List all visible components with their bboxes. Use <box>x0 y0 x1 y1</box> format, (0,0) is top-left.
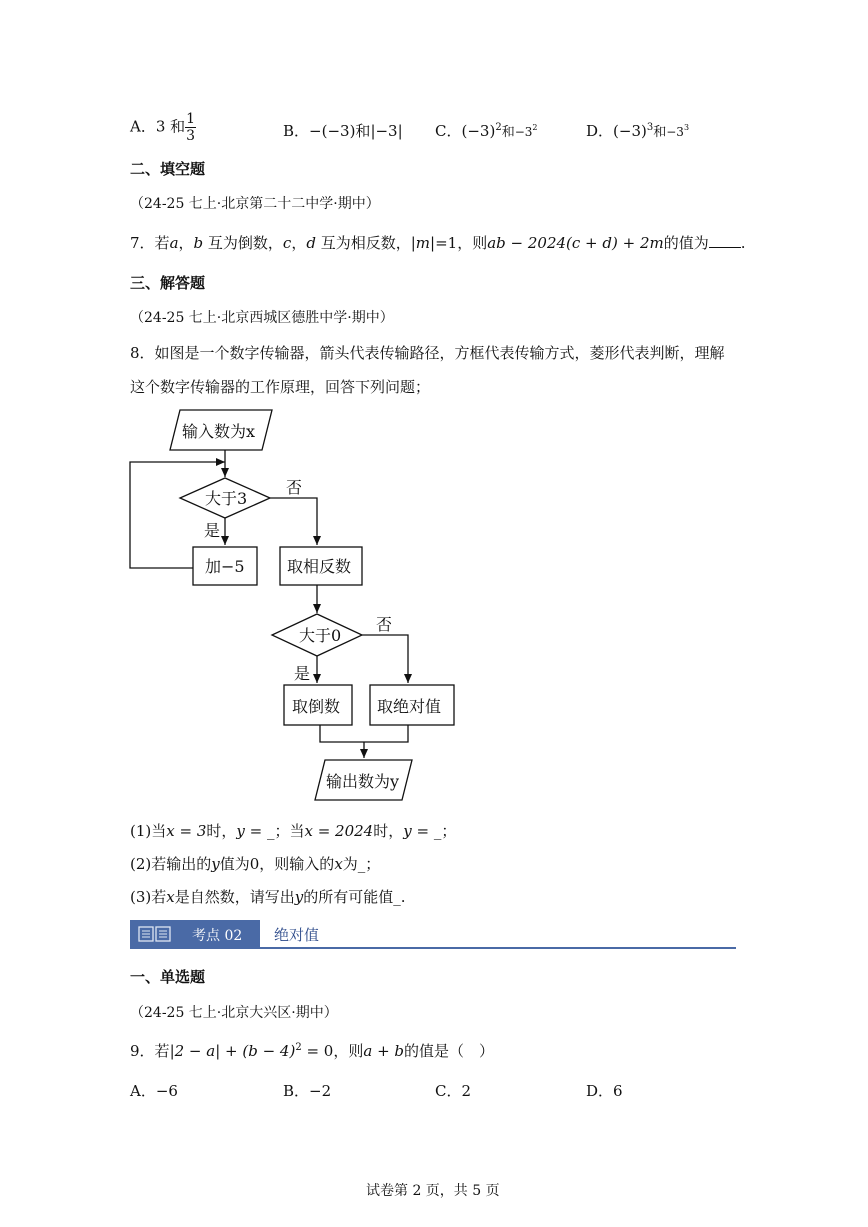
sub-text: 值为 <box>219 855 250 873</box>
section-title-fill-blank: 二、填空题 <box>130 160 206 178</box>
q7-var-b: b <box>193 234 204 252</box>
answer-blank <box>709 235 741 248</box>
q9-text: 若 <box>154 1042 170 1060</box>
sub-math: 0 <box>249 855 260 873</box>
sub-text: 时， <box>206 822 237 840</box>
option-exponent2: 3 <box>683 123 690 132</box>
question-8-line2: 这个数字传输器的工作原理，回答下列问题； <box>130 378 431 396</box>
sub-math: x <box>166 888 175 906</box>
sub-math: x = 2024 <box>304 822 374 840</box>
q9-text: 的值是（ ） <box>404 1042 495 1060</box>
merge-line <box>320 725 408 742</box>
option-b <box>283 120 403 141</box>
flowchart <box>0 400 868 820</box>
option-label: C． <box>435 1082 462 1100</box>
q9-sum: a + b <box>363 1042 405 1060</box>
q7-text: =1，则 <box>435 234 488 252</box>
sub-math: y <box>211 855 220 873</box>
q7-text: 的值为 <box>663 234 709 252</box>
option-value: 6 <box>613 1082 623 1100</box>
flow-decision2-label: 大于0 <box>299 626 342 645</box>
question-8-sub3 <box>130 886 406 907</box>
loop-back-line <box>130 462 225 568</box>
option-label: D． <box>586 1082 614 1100</box>
option-conj: 和 <box>653 125 667 140</box>
sub-text: = _； <box>411 822 457 840</box>
q9-option-a <box>130 1080 178 1101</box>
option-label: D． <box>586 122 614 140</box>
q7-text: 若 <box>154 234 170 252</box>
q7-text: . <box>740 234 746 252</box>
option-expr: (−3) <box>613 122 647 140</box>
sub-text: 是自然数，请写出 <box>174 888 295 906</box>
arrow-decision2-no <box>362 635 408 683</box>
section-title-single-choice: 一、单选题 <box>130 968 206 986</box>
q7-abs-m: |m| <box>410 234 436 252</box>
question-9 <box>130 1040 494 1061</box>
book-icon <box>138 925 172 943</box>
sub-math: y <box>294 888 304 906</box>
flow-yes2-label: 是 <box>294 664 311 683</box>
sub-math: x <box>334 855 343 873</box>
option-c <box>435 120 538 141</box>
option-conj: 和 <box>355 122 371 140</box>
option-label: A． <box>130 117 156 136</box>
option-expr: −(−3) <box>309 122 356 140</box>
sub-text: (3)若 <box>130 888 167 906</box>
sub-text: (1)当 <box>130 822 167 840</box>
fraction <box>185 112 196 143</box>
topic-tag: 考点 02 <box>192 928 243 944</box>
option-value: −2 <box>309 1082 332 1100</box>
q7-text: ， <box>178 234 194 252</box>
question-8-sub1 <box>130 820 456 841</box>
q9-option-c <box>435 1080 471 1101</box>
option-expr: (−3) <box>461 122 496 140</box>
flow-neg-label: 取相反数 <box>287 557 352 576</box>
option-expr2: |−3| <box>370 122 403 140</box>
q7-var-c: c <box>282 234 292 252</box>
topic-banner-rule <box>130 947 736 949</box>
flow-add-label: 加−5 <box>205 557 245 576</box>
question-8-sub2 <box>130 853 380 874</box>
question-source: （24-25 七上·北京西城区德胜中学·期中） <box>130 310 394 326</box>
q9-exponent: 2 <box>295 1042 302 1053</box>
flow-no1-label: 否 <box>286 478 303 497</box>
option-value: 2 <box>461 1082 472 1100</box>
sub-text: (2)若输出的 <box>130 855 212 873</box>
option-expr2: −3 <box>514 125 533 139</box>
flow-output-label: 输出数为y <box>326 772 400 791</box>
q9-text: ，则 <box>333 1042 364 1060</box>
flow-input-label: 输入数为x <box>182 422 256 441</box>
q7-text: ， <box>291 234 307 252</box>
q9-expression: |2 − a| + (b − 4) <box>169 1042 296 1060</box>
flow-abs-label: 取绝对值 <box>377 697 442 716</box>
sub-math: y <box>403 822 412 840</box>
option-exponent: 3 <box>646 122 654 133</box>
flow-yes1-label: 是 <box>204 521 221 540</box>
sub-math: y <box>236 822 245 840</box>
flow-decision1-label: 大于3 <box>205 489 248 508</box>
q7-text: 互为相反数， <box>315 234 411 252</box>
question-number: 9． <box>130 1042 155 1060</box>
sub-text: ，则输入的 <box>259 855 335 873</box>
fraction-denominator: 3 <box>186 128 196 144</box>
q7-expression: ab − 2024(c + d) + 2m <box>487 234 664 252</box>
sub-math: x = 3 <box>166 822 207 840</box>
q7-var-d: d <box>306 234 316 252</box>
question-7 <box>130 232 746 253</box>
arrow-decision1-no <box>270 498 317 545</box>
q9-option-d <box>586 1080 623 1101</box>
q7-text: 互为倒数， <box>203 234 283 252</box>
question-source: （24-25 七上·北京大兴区·期中） <box>130 1005 338 1021</box>
option-conj: 和 <box>501 125 515 140</box>
section-title-answer: 三、解答题 <box>130 274 206 292</box>
option-d <box>586 120 689 141</box>
option-exponent2: 2 <box>532 123 538 132</box>
sub-text: = _；当 <box>244 822 305 840</box>
option-expr2: −3 <box>666 125 684 139</box>
flow-recip-label: 取倒数 <box>292 697 341 716</box>
fraction-numerator: 1 <box>186 111 196 127</box>
sub-text: 时， <box>373 822 404 840</box>
q9-option-b <box>283 1080 331 1101</box>
option-a <box>130 112 196 143</box>
q7-var-a: a <box>169 234 179 252</box>
option-value: −6 <box>155 1082 178 1100</box>
option-exponent: 2 <box>495 122 502 133</box>
option-label: C． <box>435 122 462 140</box>
topic-title: 绝对值 <box>274 926 320 944</box>
question-8-line1: 8．如图是一个数字传输器，箭头代表传输路径，方框代表传输方式，菱形代表判断，理解 <box>130 344 725 362</box>
option-text: 3 和 <box>155 117 186 136</box>
option-label: A． <box>130 1082 156 1100</box>
flow-no2-label: 否 <box>376 615 393 634</box>
q9-eq: = 0 <box>301 1042 334 1060</box>
sub-text: 的所有可能值_. <box>303 888 406 906</box>
option-label: B． <box>283 122 310 140</box>
sub-text: 为_； <box>342 855 381 873</box>
page-footer: 试卷第 2 页，共 5 页 <box>366 1183 500 1199</box>
option-label: B． <box>283 1082 310 1100</box>
question-number: 7． <box>130 234 155 252</box>
question-source: （24-25 七上·北京第二十二中学·期中） <box>130 196 380 212</box>
